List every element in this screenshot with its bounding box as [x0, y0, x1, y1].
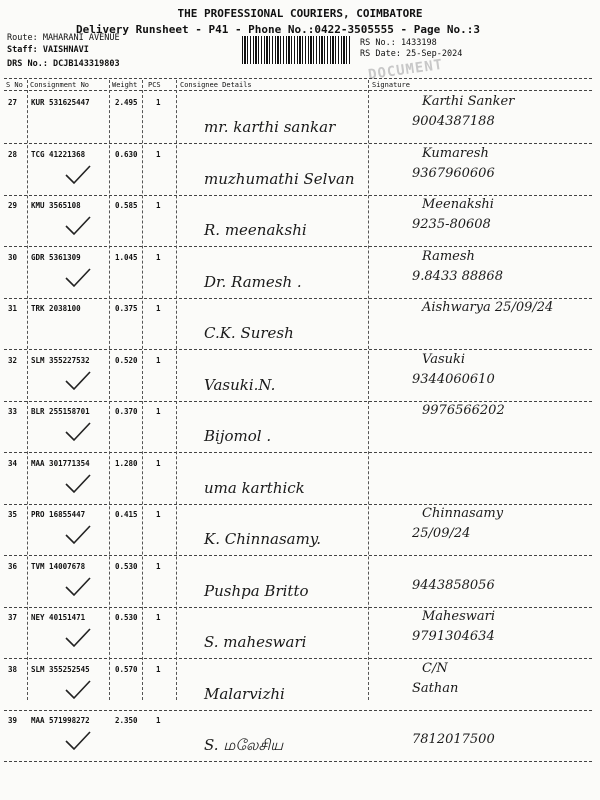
pieces-count: 1 — [156, 510, 161, 519]
barcode — [242, 36, 350, 64]
table-row — [4, 710, 592, 762]
signature-line-1: Chinnasamy — [422, 506, 504, 521]
serial-number: 31 — [8, 304, 18, 313]
col-header-pcs: PCS — [148, 81, 161, 89]
col-header-weight: Weight — [112, 81, 138, 89]
consignee-name: R. meenakshi — [204, 221, 307, 239]
consignment-number: MAA 571998272 — [31, 716, 90, 725]
consignment-number: KMU 3565108 — [31, 201, 81, 210]
col-header-consignment: Consignment No — [30, 81, 90, 89]
serial-number: 28 — [8, 149, 18, 159]
col-header-signature: Signature — [372, 81, 410, 89]
drs-number: DRS No.: DCJB143319803 — [7, 59, 120, 69]
signature-line-2: 9344060610 — [412, 371, 495, 387]
weight-value: 0.370 — [115, 407, 138, 416]
table-row — [4, 144, 592, 196]
consignment-number: PRO 16855447 — [31, 510, 86, 519]
rs-number: RS No.: 1433198 — [360, 38, 437, 48]
check-mark-icon — [64, 679, 92, 701]
signature-line-1: Meenakshi — [422, 197, 494, 212]
signature-line-1: 9976566202 — [422, 403, 505, 418]
weight-value: 2.495 — [115, 98, 138, 107]
serial-number: 35 — [8, 510, 18, 519]
signature-line-2: 9367960606 — [412, 165, 495, 181]
check-mark-icon — [64, 730, 92, 752]
consignment-number: GDR 5361309 — [31, 252, 81, 262]
serial-number: 32 — [8, 355, 18, 365]
weight-value: 0.375 — [115, 304, 138, 313]
rs-date: RS Date: 25-Sep-2024 — [360, 49, 463, 59]
signature-line-1: Maheswari — [422, 609, 496, 624]
check-mark-icon — [64, 473, 92, 495]
consignment-number: SLM 355227532 — [31, 355, 90, 365]
consignment-number: MAA 301771354 — [31, 458, 90, 468]
signature-line-2: Sathan — [412, 680, 459, 696]
weight-value: 1.045 — [115, 252, 138, 262]
pieces-count: 1 — [156, 252, 161, 262]
row-divider — [4, 761, 592, 762]
consignee-name: Malarvizhi — [204, 684, 285, 703]
signature-line-2: 9791304634 — [412, 629, 495, 644]
consignee-name: Bijomol . — [204, 427, 272, 445]
signature-line-1: Karthi Sanker — [422, 94, 515, 109]
weight-value: 0.530 — [115, 561, 138, 571]
consignee-name: K. Chinnasamy. — [204, 530, 322, 548]
staff-label: Staff: VAISHNAVI — [7, 45, 89, 55]
pieces-count: 1 — [156, 613, 161, 622]
pieces-count: 1 — [156, 355, 161, 365]
consignment-number: SLM 355252545 — [31, 664, 90, 674]
table-row — [4, 298, 592, 350]
check-mark-icon — [64, 267, 92, 289]
signature-line-2: 9004387188 — [412, 114, 495, 129]
serial-number: 36 — [8, 561, 18, 571]
table-row — [4, 504, 592, 556]
serial-number: 38 — [8, 664, 18, 674]
table-row — [4, 401, 592, 453]
check-mark-icon — [64, 370, 92, 392]
pieces-count: 1 — [156, 98, 161, 107]
header-top-line — [4, 78, 592, 79]
signature-line-2: 25/09/24 — [412, 526, 471, 541]
weight-value: 0.530 — [115, 613, 138, 622]
signature-line-1: Ramesh — [422, 248, 475, 264]
signature-line-1: Aishwarya 25/09/24 — [422, 300, 554, 315]
pieces-count: 1 — [156, 201, 161, 210]
consignment-number: BLR 255158701 — [31, 407, 90, 416]
consignment-number: TCG 41221368 — [31, 149, 86, 159]
check-mark-icon — [64, 524, 92, 546]
check-mark-icon — [64, 215, 92, 237]
document-stamp: DOCUMENT — [367, 56, 445, 84]
table-row — [4, 92, 592, 144]
consignment-number: KUR 531625447 — [31, 98, 90, 107]
consignee-name: C.K. Suresh — [204, 324, 294, 342]
pieces-count: 1 — [156, 304, 161, 313]
table-row — [4, 453, 592, 505]
col-header-sno: S No — [6, 81, 23, 89]
consignee-name: muzhumathi Selvan — [204, 169, 355, 188]
pieces-count: 1 — [156, 149, 161, 159]
weight-value: 1.280 — [115, 458, 138, 468]
table-row — [4, 607, 592, 659]
check-mark-icon — [64, 421, 92, 443]
serial-number: 33 — [8, 407, 18, 416]
company-title: THE PROFESSIONAL COURIERS, COIMBATORE — [177, 7, 423, 20]
serial-number: 29 — [8, 201, 18, 210]
consignee-name: S. மலேசிய — [204, 736, 284, 754]
consignee-name: Vasuki.N. — [204, 375, 276, 394]
weight-value: 0.520 — [115, 355, 138, 365]
consignee-name: Dr. Ramesh . — [204, 272, 302, 291]
serial-number: 37 — [8, 613, 18, 622]
pieces-count: 1 — [156, 716, 161, 725]
serial-number: 39 — [8, 716, 18, 725]
serial-number: 34 — [8, 458, 18, 468]
check-mark-icon — [64, 627, 92, 649]
serial-number: 30 — [8, 252, 18, 262]
consignment-number: NEY 40151471 — [31, 613, 86, 622]
weight-value: 2.350 — [115, 716, 138, 725]
table-row — [4, 556, 592, 608]
weight-value: 0.570 — [115, 664, 138, 674]
signature-line-2: 9.8433 88868 — [412, 268, 503, 284]
weight-value: 0.630 — [115, 149, 138, 159]
signature-line-2: 7812017500 — [412, 732, 495, 747]
signature-line-2: 9235-80608 — [412, 217, 491, 232]
signature-line-1: Kumaresh — [422, 145, 489, 161]
consignee-name: uma karthick — [204, 478, 305, 497]
consignee-name: S. maheswari — [204, 633, 307, 651]
runsheet-subtitle: Delivery Runsheet - P41 - Phone No.:0422-3505555 - Page No.:3 — [76, 23, 480, 36]
pieces-count: 1 — [156, 561, 161, 571]
table-row — [4, 350, 592, 402]
weight-value: 0.415 — [115, 510, 138, 519]
consignment-number: TRK 2038100 — [31, 304, 81, 313]
table-row — [4, 247, 592, 299]
route-label: Route: MAHARANI AVENUE — [7, 33, 120, 43]
check-mark-icon — [64, 164, 92, 186]
signature-line-2: 9443858056 — [412, 577, 495, 593]
signature-line-1: C/N — [422, 660, 448, 676]
weight-value: 0.585 — [115, 201, 138, 210]
table-row — [4, 659, 592, 711]
pieces-count: 1 — [156, 664, 161, 674]
pieces-count: 1 — [156, 407, 161, 416]
pieces-count: 1 — [156, 458, 161, 468]
consignee-name: mr. karthi sankar — [204, 118, 336, 136]
consignee-name: Pushpa Britto — [204, 581, 309, 600]
col-header-consignee: Consignee Details — [180, 81, 252, 89]
serial-number: 27 — [8, 98, 18, 107]
check-mark-icon — [64, 576, 92, 598]
consignment-number: TVM 14007678 — [31, 561, 86, 571]
table-row — [4, 195, 592, 247]
signature-line-1: Vasuki — [422, 351, 466, 367]
header-bottom-line — [4, 90, 592, 91]
